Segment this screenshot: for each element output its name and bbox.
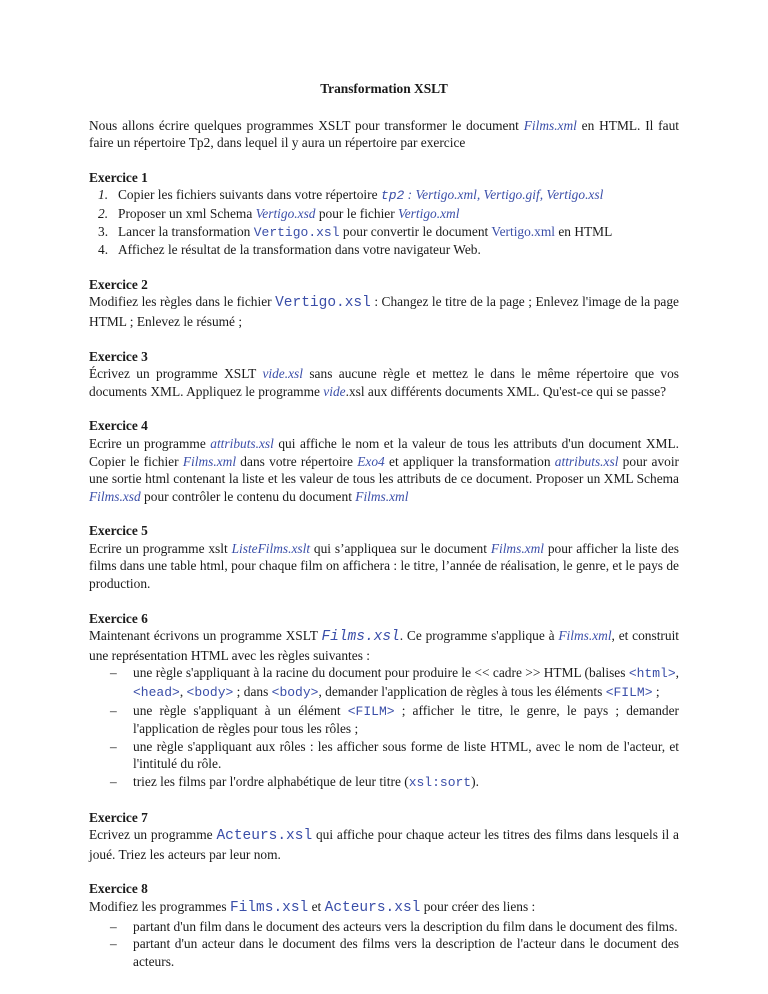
text: dans votre répertoire <box>236 453 358 469</box>
text: .xsl aux différents documents XML. Qu'est-ce qui se passe? <box>345 383 667 399</box>
tag-ref: <body> <box>271 685 319 701</box>
tag-ref: <FILM> <box>347 703 395 719</box>
exercise-6-list <box>89 664 679 791</box>
text: et <box>308 898 325 914</box>
exercise-6-heading: Exercice 6 <box>89 610 148 626</box>
exercise-2-text <box>89 293 679 330</box>
attributs-xsl-ref: attributs.xsl <box>554 453 619 469</box>
text: une règle s'appliquant aux rôles : les afficher sous forme de liste HTML, avec le nom de l'acteur, et l'intitulé du rôle. <box>133 738 679 772</box>
vertigo-xsl-ref: Vertigo.xsl <box>275 295 371 312</box>
list-item <box>89 186 679 205</box>
tag-ref: <FILM> <box>605 685 653 701</box>
exercise-8-list <box>89 918 679 971</box>
list-item <box>89 935 679 970</box>
exo4-ref: Exo4 <box>357 453 385 469</box>
tag-ref: <body> <box>186 685 234 701</box>
text: Ecrire un programme <box>89 435 211 451</box>
list-item <box>89 702 679 738</box>
item-number: 2. <box>98 205 109 221</box>
exercise-1 <box>89 169 679 259</box>
tp2-ref: tp2 <box>380 188 405 204</box>
exercise-6 <box>89 610 679 792</box>
list-item <box>89 918 679 936</box>
dash-bullet: – <box>110 774 117 789</box>
text: qui s’appliquea sur le document <box>310 540 491 556</box>
list-item <box>89 241 679 259</box>
item-number: 3. <box>98 223 109 239</box>
dash-bullet: – <box>110 702 117 718</box>
exercise-3-text <box>89 365 679 400</box>
exercise-5-heading: Exercice 5 <box>89 523 148 539</box>
document-page <box>89 80 679 987</box>
exercise-1-heading: Exercice 1 <box>89 169 148 185</box>
vide-ref: vide <box>323 383 346 399</box>
dash-bullet: – <box>110 665 117 681</box>
text: qui affiche pour chaque acteur les titres des films dans lesquels il a joué. Triez les acteurs par leur nom. <box>89 827 679 862</box>
vide-xsl-ref: vide.xsl <box>262 366 303 382</box>
item-number: 1. <box>98 187 109 203</box>
tag-ref: <html> <box>628 666 676 682</box>
exercise-3 <box>89 348 679 401</box>
text: une règle s'appliquant à la racine du document pour produire le << cadre >> HTML (balises <box>133 665 629 681</box>
list-item <box>89 223 679 242</box>
list-item <box>89 738 679 773</box>
text: . Ce programme s'applique à <box>399 628 559 644</box>
exercise-8-text <box>89 898 679 918</box>
exercise-5 <box>89 522 679 592</box>
text: pour créer des liens : <box>420 898 536 914</box>
item-text: pour le fichier <box>315 205 399 221</box>
exercise-7-heading: Exercice 7 <box>89 809 148 825</box>
text: partant d'un acteur dans le document des films vers la description de l'acteur dans le document des acteurs. <box>133 936 679 969</box>
text: Ecrire un programme xslt <box>89 540 232 556</box>
item-text: Lancer la transformation <box>118 223 254 239</box>
text: , <box>179 684 187 700</box>
text: partant d'un film dans le document des acteurs vers la description du film dans le document des films. <box>133 918 678 934</box>
list-item <box>89 664 679 701</box>
vertigo-xsd-ref: Vertigo.xsd <box>255 205 316 221</box>
films-xml-ref: Films.xml <box>558 628 612 644</box>
exercise-2 <box>89 276 679 331</box>
text: ; afficher le titre, le genre, le pays ; demander l'application de règles pour tous les rôles ; <box>133 702 680 737</box>
vertigo-xml-ref: Vertigo.xml <box>491 223 555 239</box>
dash-bullet: – <box>110 738 117 754</box>
intro-text-2: en HTML. Il faut faire un répertoire Tp2, dans lequel il y aura un répertoire par exercice <box>89 117 679 151</box>
list-item <box>89 205 679 223</box>
item-text: pour convertir le document <box>339 223 492 239</box>
text: ; dans <box>233 684 272 700</box>
films-xsl-ref: Films.xsl <box>321 629 400 646</box>
acteurs-xsl-ref: Acteurs.xsl <box>324 899 421 916</box>
files-ref: : Vertigo.xml, Vertigo.gif, Vertigo.xsl <box>404 187 604 203</box>
text: sans aucune règle et mettez le dans le même répertoire que vos documents XML. Appliquez le programme <box>89 366 679 399</box>
text: : Changez le titre de la page ; Enlevez l'image de la page HTML ; Enlevez le résumé ; <box>89 294 680 329</box>
tag-ref: <head> <box>133 685 180 701</box>
text: pour contrôler le contenu du document <box>140 488 356 504</box>
text: , et construit une représentation HTML avec les règles suivantes : <box>89 628 680 663</box>
text: Modifiez les programmes <box>89 898 230 914</box>
text: une règle s'appliquant à un élément <box>133 702 348 718</box>
exercise-8 <box>89 880 679 970</box>
films-xsd-ref: Films.xsd <box>89 488 141 504</box>
intro-text: Nous allons écrire quelques programmes XSLT pour transformer le document <box>89 117 524 133</box>
exercise-8-heading: Exercice 8 <box>89 881 148 897</box>
exercise-2-heading: Exercice 2 <box>89 276 148 292</box>
item-text: en HTML <box>555 223 613 239</box>
exercise-7-text <box>89 826 679 863</box>
exercise-4 <box>89 417 679 505</box>
list-item <box>89 773 679 792</box>
text: ). <box>471 774 479 789</box>
dash-bullet: – <box>110 918 117 934</box>
text: Ecrivez un programme <box>89 827 217 843</box>
exercise-4-heading: Exercice 4 <box>89 418 148 434</box>
item-text: Proposer un xml Schema <box>118 205 256 221</box>
acteurs-xsl-ref: Acteurs.xsl <box>216 828 313 845</box>
exercise-3-heading: Exercice 3 <box>89 348 148 364</box>
item-text: Affichez le résultat de la transformation dans votre navigateur Web. <box>118 242 481 258</box>
text: , demander l'application de règles à tous les éléments <box>318 684 606 700</box>
intro-paragraph <box>89 117 679 152</box>
films-xml-ref: Films.xml <box>523 117 577 133</box>
text: ; <box>652 684 660 700</box>
exercise-6-text <box>89 627 679 664</box>
films-xsl-ref: Films.xsl <box>229 899 309 916</box>
text: pour afficher la liste des films dans une table html, pour chaque film on affichera : le titre, l’année de réalisation, le genre, et le pays de production. <box>89 540 679 592</box>
text: Écrivez un programme XSLT <box>89 366 263 382</box>
exercise-1-list <box>89 186 679 258</box>
dash-bullet: – <box>110 936 117 952</box>
films-xml-ref: Films.xml <box>355 488 409 504</box>
vertigo-xml-ref: Vertigo.xml <box>398 205 460 221</box>
exercise-5-text <box>89 540 679 593</box>
listefilms-xslt-ref: ListeFilms.xslt <box>231 540 311 556</box>
item-text: Copier les fichiers suivants dans votre répertoire <box>118 187 381 203</box>
exercise-7 <box>89 809 679 864</box>
text: Maintenant écrivons un programme XSLT <box>89 628 322 644</box>
exercise-4-text <box>89 435 679 505</box>
text: triez les films par l'ordre alphabétique de leur titre ( <box>133 774 409 789</box>
text: , <box>675 665 679 681</box>
films-xml-ref: Films.xml <box>182 453 237 469</box>
xsl-sort-ref: xsl:sort <box>408 775 472 790</box>
document-title: Transformation XSLT <box>320 81 448 96</box>
films-xml-ref: Films.xml <box>490 540 544 556</box>
text: et appliquer la transformation <box>384 453 555 469</box>
text: pour avoir une sortie html contenant la liste et les valeur de tous les attributs de ce document. Proposer un XML Schema <box>89 453 680 487</box>
text: qui affiche le nom et la valeur de tous les attributs d'un document XML. Copier le fichier <box>89 435 679 469</box>
text: Modifiez les règles dans le fichier <box>89 294 276 310</box>
item-number: 4. <box>98 242 109 258</box>
attributs-xsl-ref: attributs.xsl <box>210 435 274 451</box>
vertigo-xsl-ref: Vertigo.xsl <box>253 224 340 240</box>
